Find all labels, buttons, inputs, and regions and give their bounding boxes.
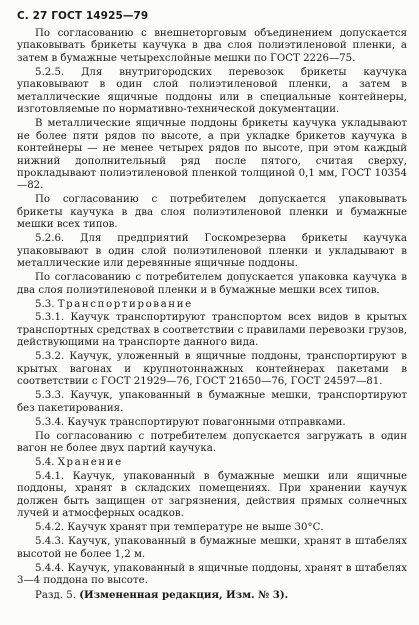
- paragraph: 5.4.2. Каучук хранят при температуре не выше 30°С.: [35, 522, 324, 534]
- paragraph: 5.3.3. Каучук, упакованный в бумажные мешки, транспортируют без пакетирования.: [17, 390, 407, 414]
- paragraph: В металлические ящичные поддоны брикеты каучука укладывают не более пяти рядов по высоте, а при укладке брикетов каучука в контейнеры — не менее четырех рядов по высоте, при этом каждый нижний дополнительный ряд после пятого, считая сверху, прокладывают полиэтиленовой пленкой толщиной 0,1 мм, ГОСТ 10354—82.: [17, 118, 407, 192]
- paragraph: 5.4.3. Каучук, упакованный в бумажные мешки, хранят в штабелях высотой не более 1,2 м.: [17, 536, 407, 560]
- section-title: Хранение: [57, 456, 123, 468]
- section-title: Транспортирование: [57, 298, 193, 310]
- page-header: С. 27 ГОСТ 14925—79: [17, 10, 149, 22]
- paragraph: По согласованию с потребителем допускается упаковывать брикеты каучука в два слоя полиэтиленовой пленки и бумажные мешки всех типов.: [17, 194, 407, 231]
- amendment-text: (Измененная редакция, Изм. № 3).: [79, 588, 289, 601]
- paragraph: 5.2.5. Для внутригородских перевозок брикеты каучука упаковывают в один слой полиэтиленовой пленки, а затем в металлические ящичные поддоны или в специальные контейнеры, изготовляемые по нормативно-технической документации.: [17, 66, 407, 116]
- paragraph: 5.3.1. Каучук транспортируют транспортом всех видов в крытых транспортных средствах в соответствии с правилами перевозки грузов, действующими на транспорте данного вида.: [17, 312, 407, 349]
- paragraph: По согласованию с потребителем допускается упаковка каучука в два слоя полиэтиленовой пленки и в бумажные мешки всех типов.: [17, 272, 407, 296]
- section-heading-transport: [17, 299, 407, 311]
- paragraph: 5.4.1. Каучук, упакованный в бумажные мешки или ящичные поддоны, хранят в складских помещениях. При хранении каучук должен быть защищен от загрязнения, действия прямых солнечных лучей и атмосферных осадков.: [17, 470, 407, 520]
- paragraph: 5.3.2. Каучук, уложенный в ящичные поддоны, транспортируют в крытых вагонах и крупнотоннажных контейнерах пакетами в соответствии с ГОСТ 21929—76, ГОСТ 21650—76, ГОСТ 24597—81.: [17, 351, 407, 388]
- section-number: 5.4.: [35, 456, 58, 468]
- amendment-prefix: Разд. 5.: [35, 589, 80, 601]
- paragraph: 5.2.6. Для предприятий Госкомрезерва брикеты каучука упаковывают в один слой полиэтиленовой пленки и укладывают в металлические или деревянные ящичные поддоны.: [17, 233, 407, 270]
- paragraph: По согласованию с потребителем допускается загружать в один вагон не более двух партий каучука.: [17, 430, 407, 454]
- section-heading-storage: [17, 457, 407, 469]
- paragraph: 5.3.4. Каучук транспортируют повагонными отправками.: [35, 416, 346, 428]
- section-number: 5.3.: [35, 298, 58, 310]
- amendment-note: [17, 589, 407, 602]
- document-body: [17, 28, 407, 604]
- paragraph: 5.4.4. Каучук, упакованный в ящичные поддоны, хранят в штабелях 3—4 поддона по высоте.: [17, 562, 407, 587]
- paragraph: По согласованию с внешнеторговым объединением допускается упаковывать брикеты каучука в два слоя полиэтиленовой пленки, а затем в бумажные четырехслойные мешки по ГОСТ 2226—75.: [17, 28, 407, 64]
